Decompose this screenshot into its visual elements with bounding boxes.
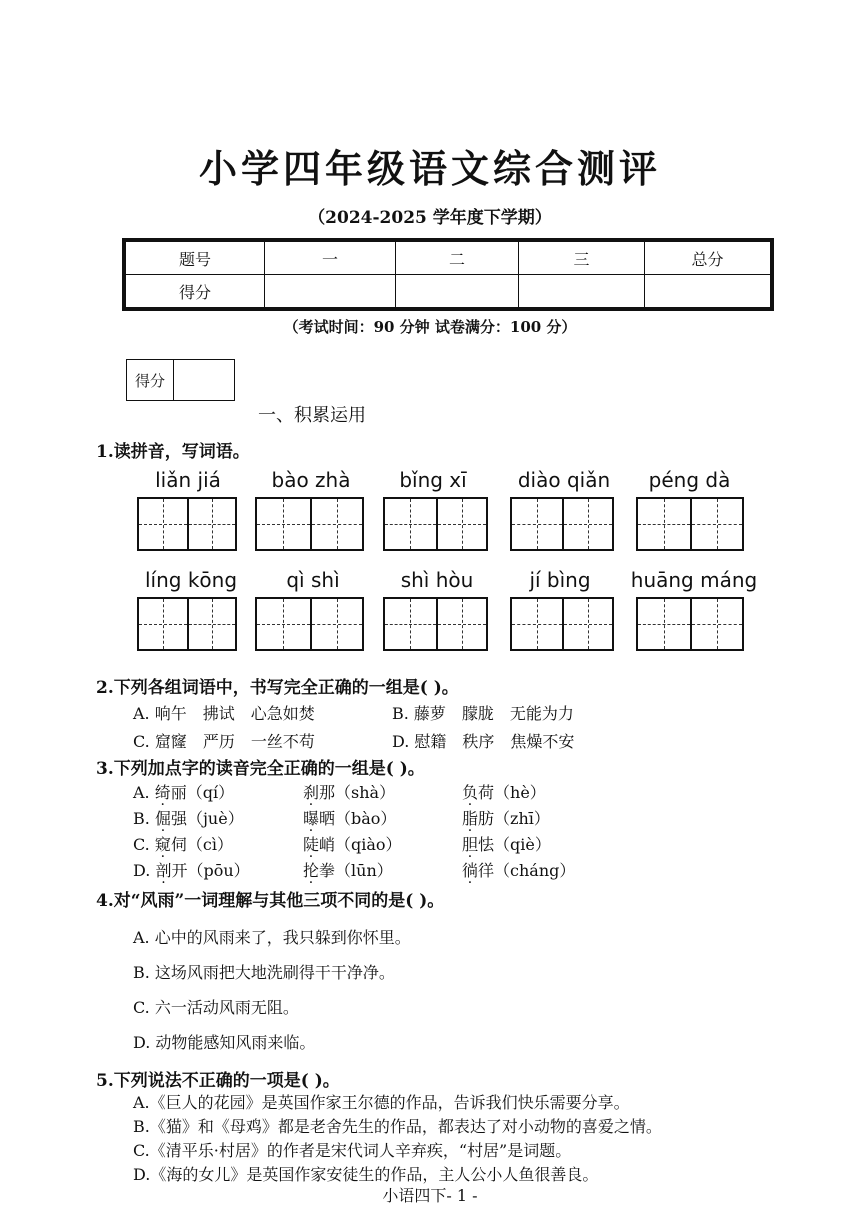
pinyin-label: bǐng xī: [399, 468, 467, 492]
score-header-cell: 总分: [645, 242, 771, 275]
q2-option-b[interactable]: B. 藤萝 朦胧 无能为力: [392, 704, 574, 723]
q2-option-a[interactable]: A. 响午 拂试 心急如焚: [133, 704, 315, 723]
score-header-cell: 一: [265, 242, 396, 275]
q3-option-a-word2: [303, 780, 395, 803]
q3-word-rest: 怯（qiè）: [478, 835, 551, 854]
q3-word-rest: 伺（cì）: [170, 835, 233, 854]
dotted-char: 刹: [303, 783, 320, 802]
q3-option-letter: A.: [133, 783, 150, 802]
section-score-box: [126, 359, 235, 401]
writing-grid[interactable]: [137, 497, 237, 551]
dotted-char: 倔: [154, 809, 171, 828]
q3-option-b[interactable]: [133, 806, 244, 829]
q3-option-b-word3: [462, 806, 550, 829]
q5-option-b[interactable]: B.《猫》和《母鸡》都是老舍先生的作品，都表达了对小动物的喜爱之情。: [133, 1117, 662, 1136]
q3-option-a-word3: [462, 780, 546, 803]
q3-word-rest: 晒（bào）: [319, 809, 397, 828]
q2-option-d[interactable]: D. 慰籍 秩序 焦燥不安: [392, 732, 575, 751]
score-cell[interactable]: [519, 275, 645, 308]
writing-grid[interactable]: [636, 597, 744, 651]
pinyin-label: shì hòu: [400, 568, 474, 592]
page-title: 小学四年级语文综合测评: [198, 147, 661, 191]
q3-option-c-word2: [303, 832, 402, 855]
dotted-char: 胆: [462, 835, 479, 854]
question-5-stem: 5.下列说法不正确的一项是( )。: [96, 1071, 340, 1091]
dotted-char: 脂: [462, 809, 479, 828]
q5-option-a[interactable]: A.《巨人的花园》是英国作家王尔德的作品，告诉我们快乐需要分享。: [133, 1093, 630, 1112]
q3-option-c[interactable]: [133, 832, 233, 855]
writing-grid[interactable]: [383, 497, 488, 551]
section-score-label: 得分: [127, 360, 174, 400]
q3-option-d-word2: [303, 858, 393, 881]
q3-word-rest: 丽（qí）: [170, 783, 235, 802]
dotted-char: 曝: [303, 809, 320, 828]
q2-option-c[interactable]: C. 窟窿 严历 一丝不苟: [133, 732, 315, 751]
exam-info: （考试时间：90 分钟 试卷满分：100 分）: [283, 318, 577, 336]
pinyin-label: huāng máng: [630, 568, 758, 592]
writing-grid[interactable]: [255, 497, 364, 551]
pinyin-label: líng kōng: [144, 568, 238, 592]
q3-word-rest: 那（shà）: [319, 783, 396, 802]
q4-option-c[interactable]: C. 六一活动风雨无阻。: [133, 998, 299, 1017]
score-cell[interactable]: [265, 275, 396, 308]
pinyin-label: bào zhà: [271, 468, 351, 492]
score-header-cell: 三: [519, 242, 645, 275]
writing-grid[interactable]: [383, 597, 488, 651]
question-3-stem: 3.下列加点字的读音完全正确的一组是( )。: [96, 759, 425, 779]
dotted-char: 绮: [154, 783, 171, 802]
dotted-char: 徜: [462, 861, 479, 880]
writing-grid[interactable]: [636, 497, 744, 551]
writing-grid[interactable]: [510, 597, 614, 651]
q3-option-a[interactable]: [133, 780, 234, 803]
q3-option-letter: D.: [133, 861, 151, 880]
dotted-char: 陡: [303, 835, 320, 854]
q4-option-a[interactable]: A. 心中的风雨来了，我只躲到你怀里。: [133, 928, 411, 947]
dotted-char: 抡: [303, 861, 320, 880]
dotted-char: 剖: [155, 861, 172, 880]
q3-word-rest: 峭（qiào）: [319, 835, 402, 854]
writing-grid[interactable]: [255, 597, 364, 651]
q3-option-d-word3: [462, 858, 575, 881]
q4-option-b[interactable]: B. 这场风雨把大地洗刷得干干净净。: [133, 963, 395, 982]
q3-word-rest: 肪（zhī）: [478, 809, 550, 828]
q5-option-c[interactable]: C.《清平乐·村居》的作者是宋代词人辛弃疾，“村居”是词题。: [133, 1141, 572, 1160]
q3-word-rest: 荷（hè）: [478, 783, 546, 802]
page-footer: 小语四下- 1 -: [382, 1186, 478, 1205]
writing-grid[interactable]: [137, 597, 237, 651]
q3-word-rest: 徉（cháng）: [478, 861, 576, 880]
score-row-label: 得分: [126, 275, 265, 308]
dotted-char: 负: [462, 783, 479, 802]
writing-grid[interactable]: [510, 497, 614, 551]
dotted-char: 窥: [154, 835, 171, 854]
pinyin-label: liǎn jiá: [155, 468, 221, 492]
pinyin-label: péng dà: [648, 468, 731, 492]
score-table: [122, 238, 774, 311]
question-2-stem: 2.下列各组词语中，书写完全正确的一组是( )。: [96, 678, 459, 698]
score-cell[interactable]: [396, 275, 519, 308]
q3-word-rest: 拳（lūn）: [319, 861, 393, 880]
q4-option-d[interactable]: D. 动物能感知风雨来临。: [133, 1033, 316, 1052]
pinyin-label: jí bìng: [529, 568, 591, 592]
question-1-stem: 1.读拼音，写词语。: [96, 442, 250, 462]
q3-option-b-word2: [303, 806, 396, 829]
q5-option-d[interactable]: D.《海的女儿》是英国作家安徒生的作品，主人公小人鱼很善良。: [133, 1165, 599, 1184]
q3-option-letter: C.: [133, 835, 150, 854]
page-subtitle: （2024-2025 学年度下学期）: [308, 208, 552, 228]
question-4-stem: 4.对“风雨”一词理解与其他三项不同的是( )。: [96, 891, 445, 911]
score-table-header-row: [126, 242, 771, 275]
score-table-score-row: [126, 275, 771, 308]
pinyin-label: diào qiǎn: [517, 468, 611, 492]
q3-option-d[interactable]: [133, 858, 250, 881]
score-header-cell: 题号: [126, 242, 265, 275]
section-title: 一、积累运用: [258, 405, 366, 426]
score-header-cell: 二: [396, 242, 519, 275]
q3-word-rest: 强（juè）: [170, 809, 244, 828]
q3-word-rest: 开（pōu）: [171, 861, 250, 880]
score-cell[interactable]: [645, 275, 771, 308]
q3-option-letter: B.: [133, 809, 150, 828]
section-score-field[interactable]: [174, 360, 234, 400]
pinyin-label: qì shì: [286, 568, 340, 592]
q3-option-c-word3: [462, 832, 551, 855]
